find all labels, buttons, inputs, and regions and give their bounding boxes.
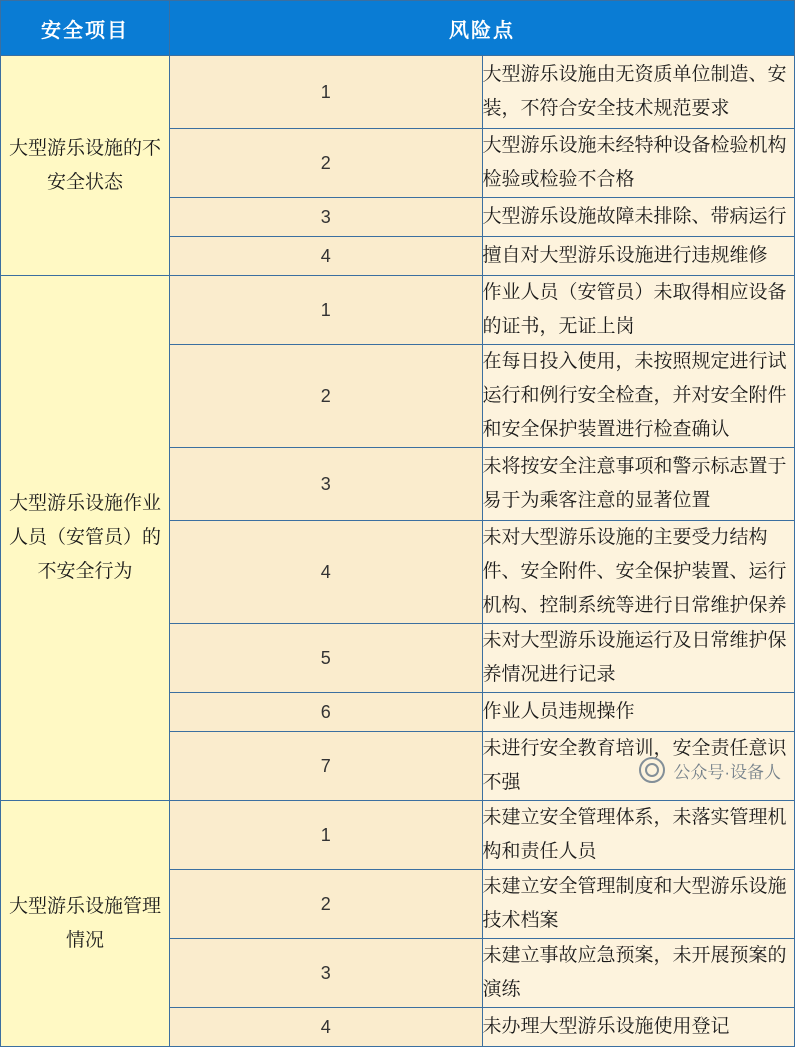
risk-text: 未对大型游乐设施的主要受力结构件、安全附件、安全保护装置、运行机构、控制系统等进行日常维护保养 [482, 521, 795, 624]
risk-text: 未建立事故应急预案，未开展预案的演练 [482, 939, 795, 1008]
table-row [1, 276, 795, 345]
row-number: 2 [170, 870, 483, 939]
row-number: 2 [170, 129, 483, 198]
category-cell: 大型游乐设施作业人员（安管员）的不安全行为 [1, 276, 170, 801]
table-body [1, 56, 795, 1047]
row-number: 2 [170, 345, 483, 448]
risk-text: 擅自对大型游乐设施进行违规维修 [482, 237, 795, 276]
row-number: 1 [170, 56, 483, 129]
row-number: 1 [170, 801, 483, 870]
row-number: 7 [170, 732, 483, 801]
risk-text: 在每日投入使用，未按照规定进行试运行和例行安全检查，并对安全附件和安全保护装置进行检查确认 [482, 345, 795, 448]
risk-text: 未进行安全教育培训，安全责任意识不强 [482, 732, 795, 801]
row-number: 3 [170, 939, 483, 1008]
risk-text: 作业人员违规操作 [482, 693, 795, 732]
row-number: 4 [170, 237, 483, 276]
table-header [1, 1, 795, 56]
row-number: 5 [170, 624, 483, 693]
row-number: 4 [170, 521, 483, 624]
risk-text: 未将按安全注意事项和警示标志置于易于为乘客注意的显著位置 [482, 448, 795, 521]
row-number: 1 [170, 276, 483, 345]
risk-text: 未对大型游乐设施运行及日常维护保养情况进行记录 [482, 624, 795, 693]
row-number: 3 [170, 198, 483, 237]
table-row [1, 56, 795, 129]
category-cell: 大型游乐设施管理情况 [1, 801, 170, 1047]
risk-text: 未建立安全管理体系，未落实管理机构和责任人员 [482, 801, 795, 870]
table-header-row [1, 1, 795, 56]
risk-text: 大型游乐设施由无资质单位制造、安装，不符合安全技术规范要求 [482, 56, 795, 129]
column-header-category: 安全项目 [1, 1, 170, 56]
risk-text: 未建立安全管理制度和大型游乐设施技术档案 [482, 870, 795, 939]
watermark-text: 公众号·设备人 [673, 762, 781, 782]
row-number: 4 [170, 1008, 483, 1047]
risk-text: 作业人员（安管员）未取得相应设备的证书，无证上岗 [482, 276, 795, 345]
category-cell: 大型游乐设施的不安全状态 [1, 56, 170, 276]
row-number: 3 [170, 448, 483, 521]
risk-text: 大型游乐设施故障未排除、带病运行 [482, 198, 795, 237]
column-header-risk: 风险点 [170, 1, 795, 56]
table-row [1, 801, 795, 870]
row-number: 6 [170, 693, 483, 732]
risk-text: 未办理大型游乐设施使用登记 [482, 1008, 795, 1047]
risk-text: 大型游乐设施未经特种设备检验机构检验或检验不合格 [482, 129, 795, 198]
